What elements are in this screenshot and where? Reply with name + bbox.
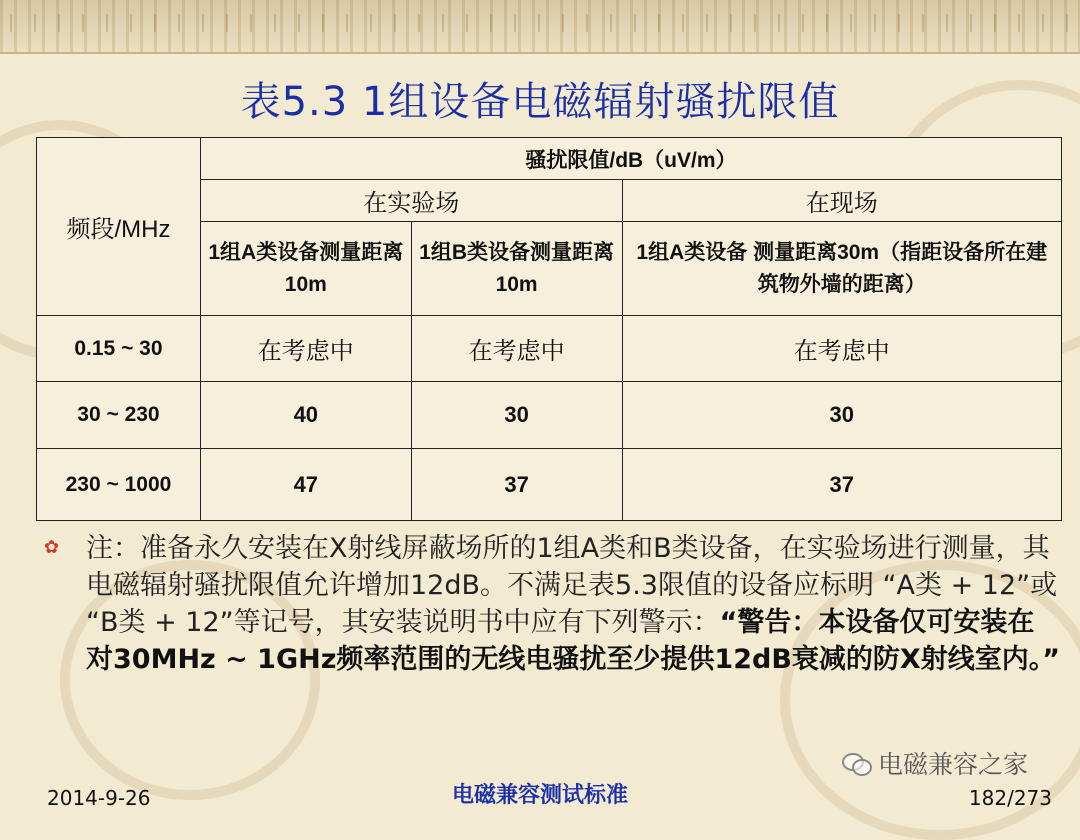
- value-cell: 37: [411, 449, 622, 521]
- freq-cell: 30 ~ 230: [37, 382, 201, 449]
- note-text: 注：准备永久安装在X射线屏蔽场所的1组A类和B类设备，在实验场进行测量，其电磁辐射骚扰限值允许增加12dB。不满足表5.3限值的设备应标明 “A类 + 12”或 “B类 + 12”等记号，其安装说明书中应有下列警示：: [86, 533, 1058, 638]
- value-cell: 40: [200, 382, 411, 449]
- footer-date: 2014-9-26: [47, 786, 151, 810]
- site-lab-header: 在实验场: [200, 180, 622, 222]
- freq-header: 频段/MHz: [37, 138, 201, 316]
- value-cell: 在考虑中: [622, 316, 1062, 382]
- freq-cell: 0.15 ~ 30: [37, 316, 201, 382]
- decorative-border: [0, 0, 1080, 54]
- site-field-header: 在现场: [622, 180, 1062, 222]
- warning-text: “警告：本设备仅可安装在对30MHz ~ 1GHz频率范围的无线电骚扰至少提供12dB衰减的防X射线室内。”: [86, 607, 1060, 675]
- value-cell: 在考虑中: [200, 316, 411, 382]
- table-row: [37, 449, 1062, 521]
- flower-bullet-icon: ✿: [44, 537, 60, 558]
- table-row: [37, 316, 1062, 382]
- value-cell: 30: [622, 382, 1062, 449]
- value-cell: 30: [411, 382, 622, 449]
- page-number: 182/273: [968, 786, 1052, 810]
- freq-cell: 230 ~ 1000: [37, 449, 201, 521]
- col-a-header: 1组A类设备测量距离10m: [200, 222, 411, 316]
- col-b-header: 1组B类设备测量距离10m: [411, 222, 622, 316]
- table-row: [37, 382, 1062, 449]
- watermark-text: 电磁兼容之家: [878, 750, 1029, 779]
- footer-title: 电磁兼容测试标准: [451, 783, 628, 808]
- slide-title: 表5.3 1组设备电磁辐射骚扰限值: [240, 79, 840, 125]
- limit-header: 骚扰限值/dB（uV/m）: [200, 138, 1061, 180]
- watermark: [842, 745, 1028, 781]
- emission-limit-table: [36, 137, 1062, 521]
- col-field-header: 1组A类设备 测量距离30m（指距设备所在建筑物外墙的距离）: [622, 222, 1062, 316]
- note-paragraph: [48, 530, 1060, 678]
- value-cell: 37: [622, 449, 1062, 521]
- value-cell: 在考虑中: [411, 316, 622, 382]
- wechat-icon: [842, 751, 872, 775]
- value-cell: 47: [200, 449, 411, 521]
